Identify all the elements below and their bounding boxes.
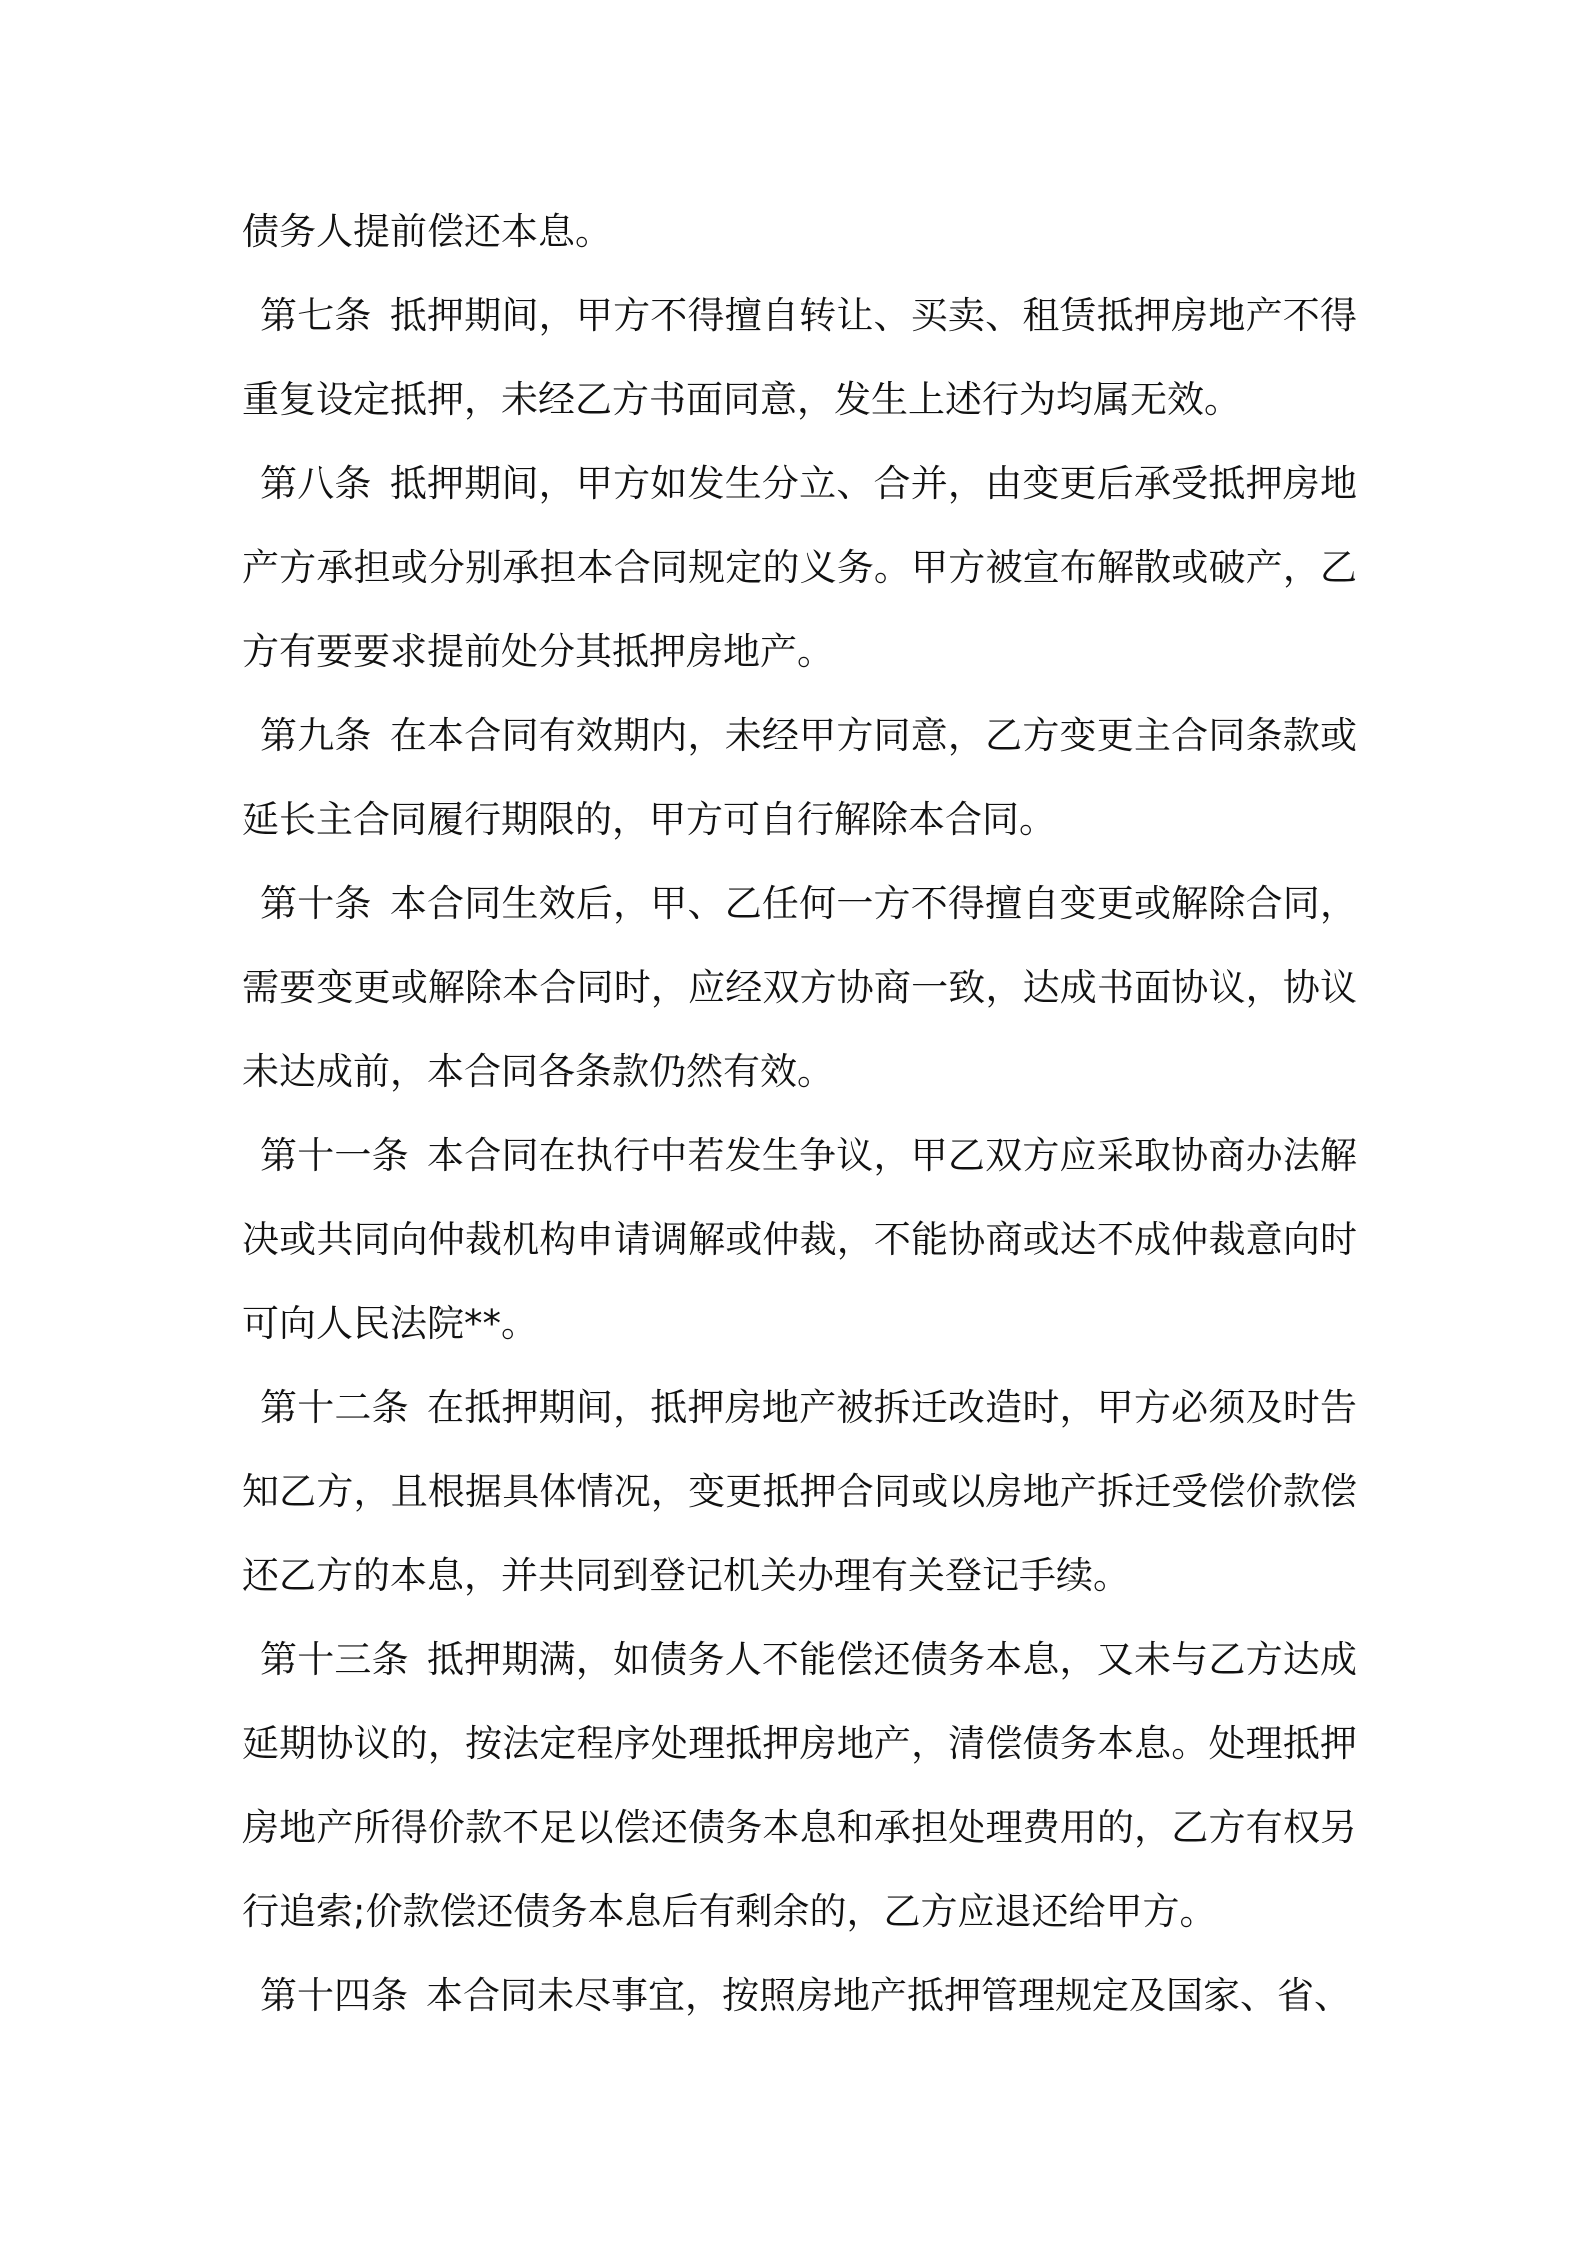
article-number: 第七条: [260, 294, 372, 337]
article-number: 第十四条: [260, 1974, 408, 2017]
article-text: 本合同生效后，甲、乙任何一方不得擅自变更或解除合同，需要变更或解除本合同时，应经双方协商一致，达成书面协议，协议未达成前，本合同各条款仍然有效。: [242, 882, 1358, 1093]
article-number: 第十条: [260, 882, 372, 925]
article-number: 第十三条: [260, 1638, 409, 1681]
article-14: [242, 1954, 1357, 2038]
article-number: 第十一条: [260, 1134, 409, 1177]
article-12: [242, 1366, 1357, 1618]
article-text: 抵押期间，甲方如发生分立、合并，由变更后承受抵押房地产方承担或分别承担本合同规定的义务。甲方被宣布解散或破产，乙方有要要求提前处分其抵押房地产。: [242, 462, 1358, 673]
article-10: [242, 862, 1357, 1114]
article-text: 抵押期满，如债务人不能偿还债务本息，又未与乙方达成延期协议的，按法定程序处理抵押房地产，清偿债务本息。处理抵押房地产所得价款不足以偿还债务本息和承担处理费用的，乙方有权另行追索;价款偿还债务本息后有剩余的，乙方应退还给甲方。: [242, 1638, 1357, 1933]
article-13: [242, 1618, 1357, 1954]
article-text: 在抵押期间，抵押房地产被拆迁改造时，甲方必须及时告知乙方，且根据具体情况，变更抵押合同或以房地产拆迁受偿价款偿还乙方的本息，并共同到登记机关办理有关登记手续。: [242, 1386, 1357, 1597]
article-number: 第八条: [260, 462, 372, 505]
article-text: 在本合同有效期内，未经甲方同意，乙方变更主合同条款或延长主合同履行期限的，甲方可自行解除本合同。: [242, 714, 1358, 841]
article-number: 第九条: [260, 714, 372, 757]
article-text: 本合同在执行中若发生争议，甲乙双方应采取协商办法解决或共同向仲裁机构申请调解或仲裁，不能协商或达不成仲裁意向时可向人民法院**。: [242, 1134, 1357, 1345]
document-body: [242, 190, 1357, 2038]
article-8: [242, 442, 1357, 694]
article-text: 本合同未尽事宜，按照房地产抵押管理规定及国家、省、: [426, 1974, 1351, 2017]
article-text: 抵押期间，甲方不得擅自转让、买卖、租赁抵押房地产不得重复设定抵押，未经乙方书面同意，发生上述行为均属无效。: [242, 294, 1358, 421]
article-number: 第十二条: [260, 1386, 409, 1429]
article-11: [242, 1114, 1357, 1366]
opening-fragment: 债务人提前偿还本息。: [242, 210, 612, 253]
article-7: [242, 274, 1357, 442]
article-9: [242, 694, 1357, 862]
